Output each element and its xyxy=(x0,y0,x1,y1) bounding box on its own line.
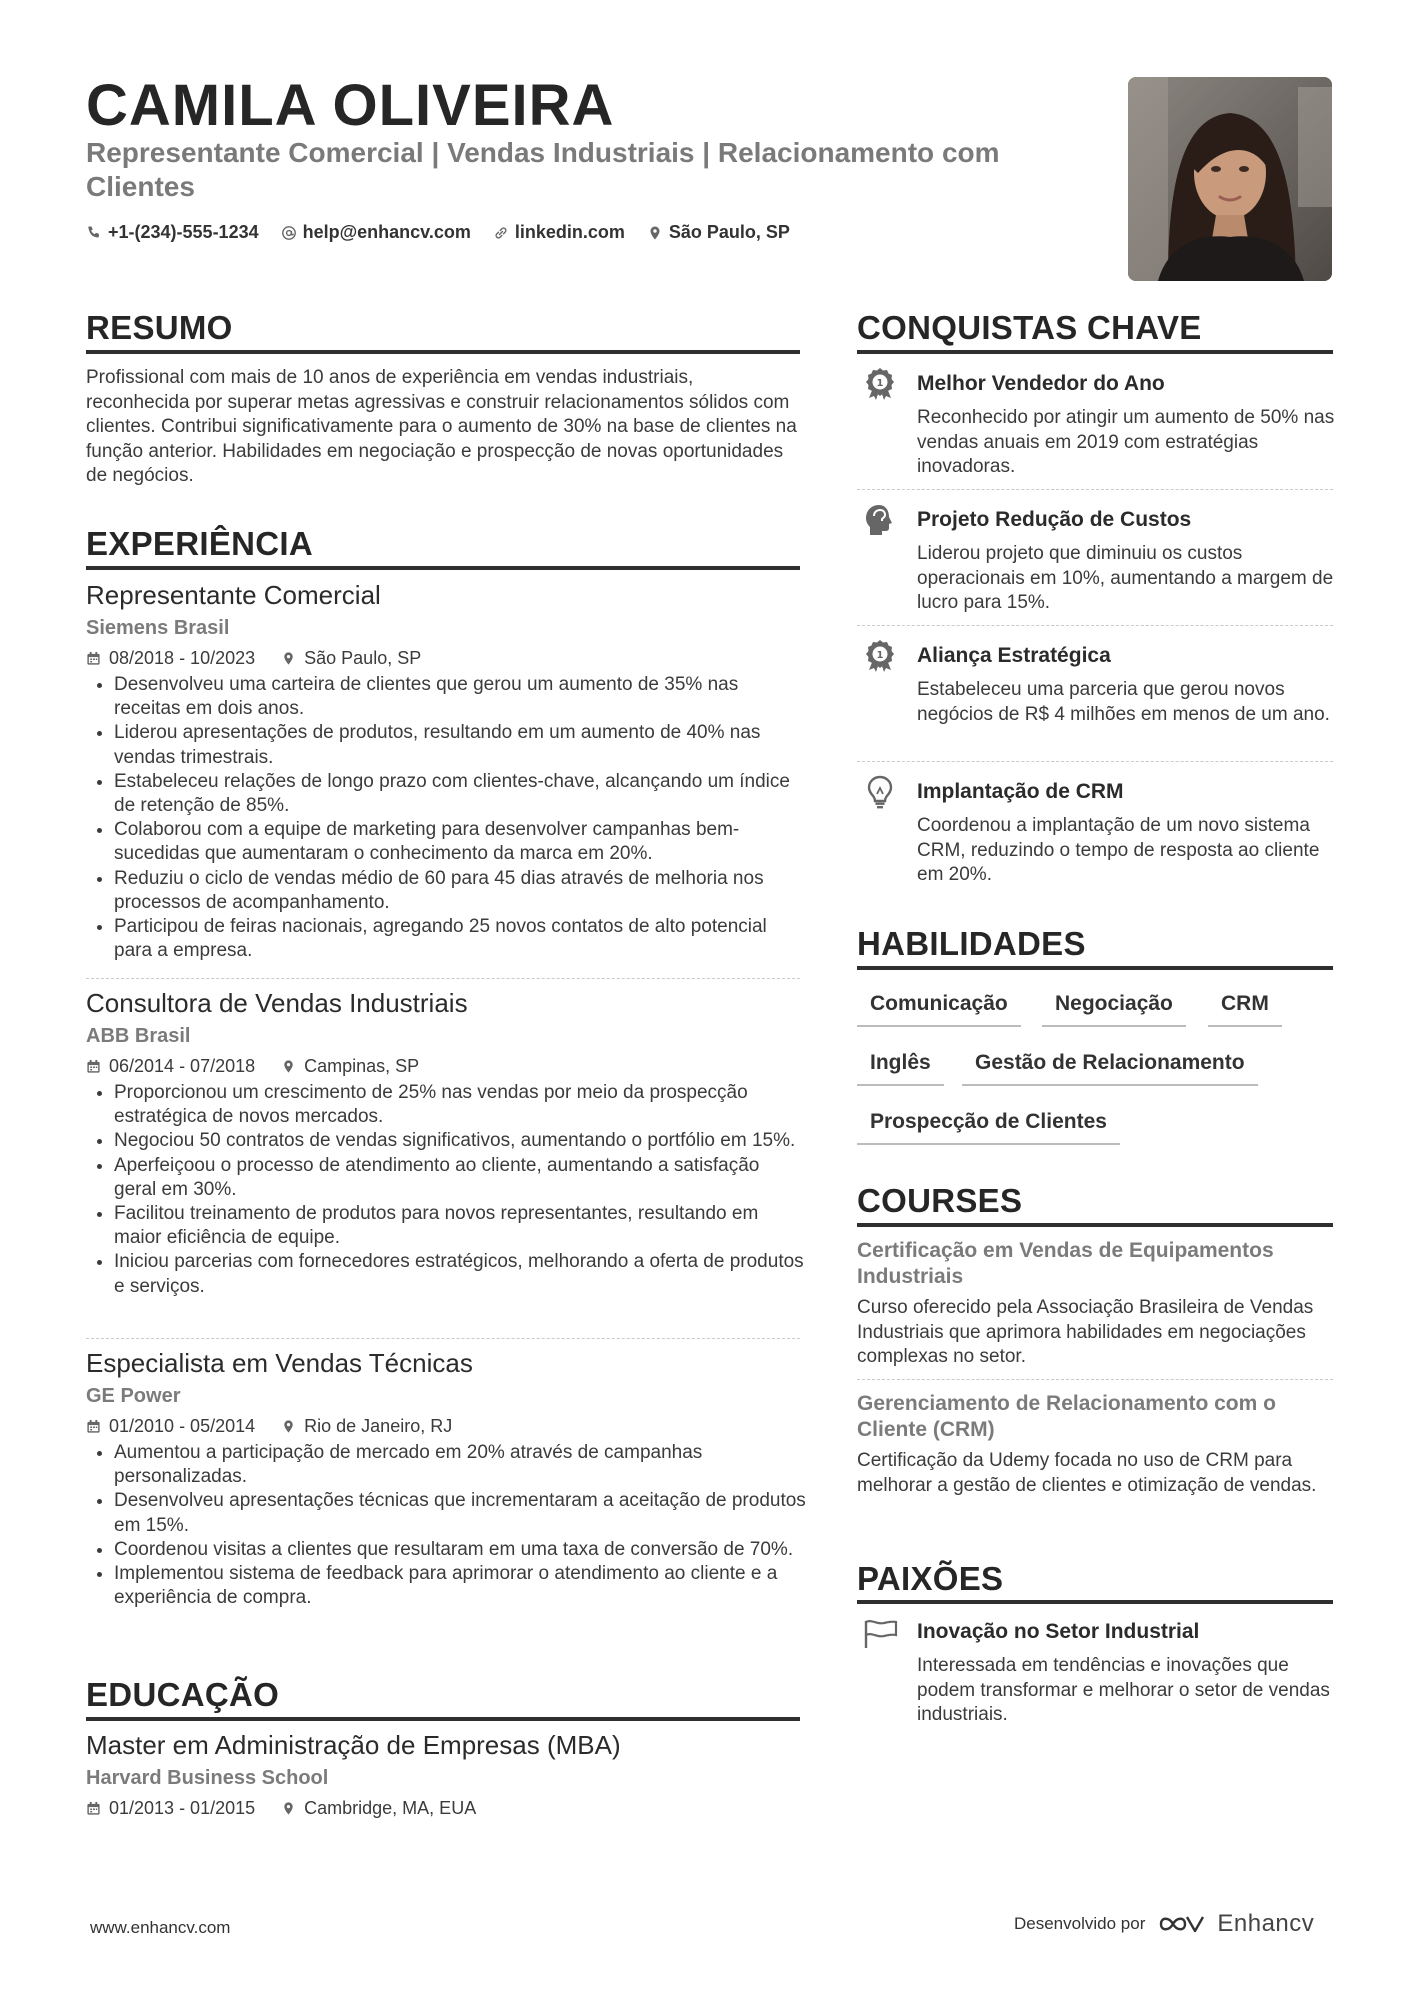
summary-text: Profissional com mais de 10 anos de experiência em vendas industriais, reconhecida por superar metas agressivas e construir relacionamentos sólidos com clientes. Contribui significativamente para o aumento de 30% na base de clientes na função anterior. Habilidades em negociação e prospecção de novas oportunidades de negócios. xyxy=(86,367,797,486)
brand-name: Enhancv xyxy=(1217,1910,1315,1937)
skill-tag: Comunicação xyxy=(857,992,1021,1027)
job-bullet: • Participou de feiras nacionais, agregando 25 novos contatos de alto potencial para a empresa. xyxy=(114,915,806,963)
passion-item xyxy=(917,1620,1337,1728)
education-title: EDUCAÇÃO xyxy=(86,1676,280,1713)
achievement-item xyxy=(917,780,1337,888)
job-title: Especialista em Vendas Técnicas xyxy=(86,1348,473,1378)
summary-rule xyxy=(86,350,800,354)
job-bullet: • Aumentou a participação de mercado em 20% através de campanhas personalizadas. xyxy=(114,1441,806,1489)
achievement-text: Estabeleceu uma parceria que gerou novos negócios de R$ 4 milhões em menos de um ano. xyxy=(917,679,1330,725)
summary-title: RESUMO xyxy=(86,309,233,346)
job-bullet: • Aperfeiçoou o processo de atendimento ao cliente, aumentando a satisfação geral em 30%. xyxy=(114,1154,806,1202)
powered-by-text: Desenvolvido por xyxy=(1014,1914,1146,1933)
award-ribbon-icon xyxy=(862,638,898,674)
location-pin-icon xyxy=(647,225,663,241)
email-text: help@enhancv.com xyxy=(302,222,471,242)
education-location xyxy=(281,1798,476,1819)
skill-tag: CRM xyxy=(1208,992,1282,1027)
passion-text: Interessada em tendências e inovações que podem transformar e melhorar o setor de vendas industriais. xyxy=(917,1655,1330,1725)
passion-title: Inovação no Setor Industrial xyxy=(917,1620,1200,1643)
location-pin-icon xyxy=(281,1419,296,1434)
achievements-rule xyxy=(857,350,1333,354)
phone-text: +1-(234)-555-1234 xyxy=(108,222,259,242)
footer-branding xyxy=(1014,1910,1314,1938)
job-location-text: São Paulo, SP xyxy=(304,648,422,668)
job-meta xyxy=(86,1416,806,1437)
job-title: Consultora de Vendas Industriais xyxy=(86,988,468,1018)
profile-photo xyxy=(1128,77,1332,281)
candidate-name: CAMILA OLIVEIRA xyxy=(86,73,615,138)
calendar-icon xyxy=(86,651,101,666)
job-bullets xyxy=(86,673,806,963)
company-name: Siemens Brasil xyxy=(86,617,230,639)
job-bullet: • Reduziu o ciclo de vendas médio de 60 para 45 dias através de melhoria nos processos de acompanhamento. xyxy=(114,867,806,915)
course-text: Certificação da Udemy focada no uso de CRM para melhorar a gestão de clientes e otimização de vendas. xyxy=(857,1450,1317,1496)
achievement-title: Projeto Redução de Custos xyxy=(917,508,1192,531)
divider xyxy=(86,1338,800,1339)
experience-item xyxy=(86,580,806,963)
job-bullet: • Facilitou treinamento de produtos para novos representantes, resultando em maior eficiência de equipe. xyxy=(114,1202,806,1250)
skill-tag: Prospecção de Clientes xyxy=(857,1110,1120,1145)
degree-title: Master em Administração de Empresas (MBA) xyxy=(86,1730,621,1760)
experience-item xyxy=(86,988,806,1299)
divider xyxy=(86,978,800,979)
achievement-title: Implantação de CRM xyxy=(917,780,1124,803)
job-meta xyxy=(86,1056,806,1077)
job-bullet: • Liderou apresentações de produtos, resultando em um aumento de 40% nas vendas trimestrais. xyxy=(114,721,806,769)
at-icon xyxy=(281,225,297,241)
contact-linkedin[interactable] xyxy=(493,222,625,243)
divider xyxy=(857,1379,1333,1380)
company-name: ABB Brasil xyxy=(86,1025,191,1047)
achievement-item xyxy=(917,644,1337,727)
job-location xyxy=(281,1056,419,1077)
skill-tag: Gestão de Relacionamento xyxy=(962,1051,1258,1086)
experience-item xyxy=(86,1348,806,1610)
footer-website[interactable]: www.enhancv.com xyxy=(90,1918,231,1937)
courses-rule xyxy=(857,1223,1333,1227)
achievement-text: Coordenou a implantação de um novo sistema CRM, reduzindo o tempo de resposta ao cliente em 20%. xyxy=(917,815,1320,885)
divider xyxy=(857,489,1333,490)
education-location-text: Cambridge, MA, EUA xyxy=(304,1798,477,1818)
location-pin-icon xyxy=(281,1801,296,1816)
contact-bar xyxy=(86,222,790,243)
divider xyxy=(857,625,1333,626)
course-title: Certificação em Vendas de Equipamentos Industriais xyxy=(857,1239,1274,1288)
job-location xyxy=(281,648,421,669)
achievement-text: Liderou projeto que diminuiu os custos operacionais em 10%, aumentando a margem de lucro para 15%. xyxy=(917,543,1334,613)
school-name: Harvard Business School xyxy=(86,1767,329,1789)
job-bullet: • Estabeleceu relações de longo prazo com clientes-chave, alcançando um índice de retenção de 85%. xyxy=(114,770,806,818)
achievement-title: Aliança Estratégica xyxy=(917,644,1111,667)
courses-title: COURSES xyxy=(857,1182,1023,1219)
job-bullet: • Implementou sistema de feedback para aprimorar o atendimento ao cliente e a experiência de compra. xyxy=(114,1562,806,1610)
job-dates-text: 01/2010 - 05/2014 xyxy=(109,1416,256,1436)
job-dates-text: 06/2014 - 07/2018 xyxy=(109,1056,256,1076)
achievements-title: CONQUISTAS CHAVE xyxy=(857,309,1202,346)
svg-text:1: 1 xyxy=(876,650,884,661)
achievement-text: Reconhecido por atingir um aumento de 50% nas vendas anuais em 2019 com estratégias inovadoras. xyxy=(917,407,1335,477)
lightbulb-icon xyxy=(862,774,898,810)
education-dates xyxy=(86,1798,255,1819)
head-profile-icon xyxy=(862,502,898,538)
job-meta xyxy=(86,648,806,669)
link-icon xyxy=(493,225,509,241)
candidate-headline: Representante Comercial | Vendas Industriais | Relacionamento com Clientes xyxy=(86,137,1000,202)
achievement-title: Melhor Vendedor do Ano xyxy=(917,372,1165,395)
phone-icon xyxy=(86,225,102,241)
job-bullet: • Iniciou parcerias com fornecedores estratégicos, melhorando a oferta de produtos e serviços. xyxy=(114,1250,806,1298)
course-text: Curso oferecido pela Associação Brasileira de Vendas Industriais que aprimora habilidades em negociações complexas no setor. xyxy=(857,1297,1314,1367)
job-bullet: • Desenvolveu uma carteira de clientes que gerou um aumento de 35% nas receitas em dois anos. xyxy=(114,673,806,721)
education-dates-text: 01/2013 - 01/2015 xyxy=(109,1798,256,1818)
location-pin-icon xyxy=(281,1059,296,1074)
location-text: São Paulo, SP xyxy=(668,222,790,242)
education-item xyxy=(86,1730,806,1819)
job-bullet: • Coordenou visitas a clientes que resultaram em uma taxa de conversão de 70%. xyxy=(114,1538,806,1562)
contact-phone[interactable] xyxy=(86,222,259,243)
job-dates xyxy=(86,1416,255,1437)
skills-title: HABILIDADES xyxy=(857,925,1086,962)
location-pin-icon xyxy=(281,651,296,666)
calendar-icon xyxy=(86,1059,101,1074)
achievement-item xyxy=(917,508,1337,616)
job-location xyxy=(281,1416,452,1437)
education-meta xyxy=(86,1798,806,1819)
contact-location xyxy=(647,222,790,243)
experience-rule xyxy=(86,566,800,570)
job-bullet: • Colaborou com a equipe de marketing para desenvolver campanhas bem-sucedidas que aumentaram o conhecimento da marca em 20%. xyxy=(114,818,806,866)
passions-title: PAIXÕES xyxy=(857,1560,1004,1597)
job-bullet: • Desenvolveu apresentações técnicas que incrementaram a aceitação de produtos em 15%. xyxy=(114,1489,806,1537)
linkedin-text: linkedin.com xyxy=(514,222,625,242)
skill-tag: Negociação xyxy=(1042,992,1186,1027)
experience-title: EXPERIÊNCIA xyxy=(86,525,314,562)
passions-rule xyxy=(857,1600,1333,1604)
enhancv-logo-icon xyxy=(1157,1911,1205,1937)
job-bullets xyxy=(86,1081,806,1299)
job-location-text: Campinas, SP xyxy=(304,1056,420,1076)
divider xyxy=(857,761,1333,762)
job-bullet: • Proporcionou um crescimento de 25% nas vendas por meio da prospecção estratégica de novos mercados. xyxy=(114,1081,806,1129)
job-location-text: Rio de Janeiro, RJ xyxy=(304,1416,453,1436)
calendar-icon xyxy=(86,1419,101,1434)
job-title: Representante Comercial xyxy=(86,580,381,610)
calendar-icon xyxy=(86,1801,101,1816)
job-dates-text: 08/2018 - 10/2023 xyxy=(109,648,256,668)
job-bullet: • Negociou 50 contratos de vendas significativos, aumentando o portfólio em 15%. xyxy=(114,1129,806,1153)
skills-rule xyxy=(857,966,1333,970)
award-ribbon-icon xyxy=(862,366,898,402)
company-name: GE Power xyxy=(86,1385,181,1407)
job-dates xyxy=(86,648,255,669)
course-item xyxy=(857,1238,1337,1370)
course-item xyxy=(857,1391,1337,1498)
flag-icon xyxy=(862,1615,898,1651)
job-bullets xyxy=(86,1441,806,1610)
svg-text:1: 1 xyxy=(876,378,884,389)
course-title: Gerenciamento de Relacionamento com o Cliente (CRM) xyxy=(857,1392,1276,1441)
job-dates xyxy=(86,1056,255,1077)
achievement-item xyxy=(917,372,1337,480)
contact-email[interactable] xyxy=(281,222,471,243)
skill-tag: Inglês xyxy=(857,1051,944,1086)
education-rule xyxy=(86,1717,800,1721)
